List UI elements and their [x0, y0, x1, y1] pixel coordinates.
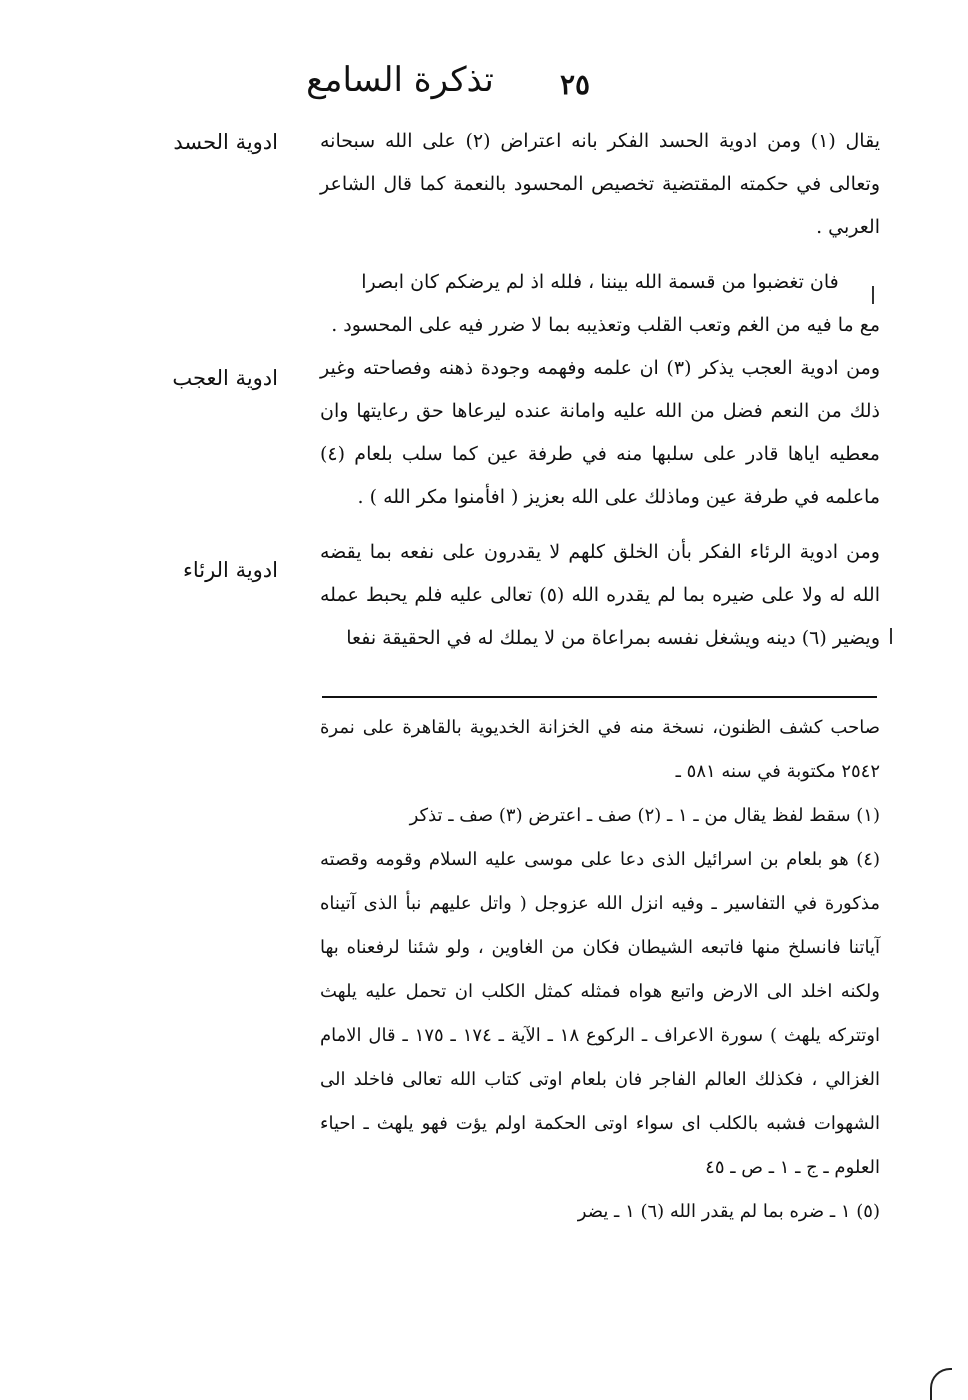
paragraph-envy-harm: مع ما فيه من الغم وتعب القلب وتعذيبه بما لا ضرر فيه على المحسود .	[331, 314, 880, 336]
corner-mark	[930, 1368, 952, 1400]
stray-mark-2	[890, 628, 892, 644]
footnote-source: صاحب كشف الظنون، نسخة منه في الخزانة الخديوية بالقاهرة على نمرة ٢٥٤٢ مكتوبة في سنه ٥٨١ ـ	[320, 717, 880, 782]
footnote-divider	[322, 696, 877, 698]
paragraph-conceit-remedy: ومن ادوية العجب يذكر (٣) ان علمه وفهمه وجودة ذهنه وفصاحته وغير ذلك من النعم فضل من الله عليه وامانة عنده ليرعاها حق رعايتها وان معطيه اياها قادر على سلبها منه في طرفة عين كما سلب بلعام (٤) ماعلمه في طرفة عين وماذلك على الله بعزيز ( افأمنوا مكر الله ) .	[320, 357, 880, 508]
margin-note-showing-off: ادوية الرئاء	[182, 558, 278, 582]
poem-verse: فان تغضبوا من قسمة الله بيننا ، فلله اذ لم يرضكم كان ابصرا	[361, 271, 839, 293]
main-text	[320, 120, 880, 660]
paragraph-envy-remedy: يقال (١) ومن ادوية الحسد الفكر بانه اعتراض (٢) على الله سبحانه وتعالى في حكمته المقتضية تخصيص المحسود بالنعمة كما قال الشاعر العربي .	[320, 130, 880, 238]
running-title: تذكرة السامع	[306, 60, 494, 100]
margin-note-envy: ادوية الحسد	[173, 130, 278, 154]
footnote-4: (٤) هو بلعام بن اسرائيل الذى دعا على موسى عليه السلام وقومه وقصته مذكورة في التفاسير ـ وفيه انزل الله عزوجل ( واتل عليهم نبأ الذى آتيناه آياتنا فانسلخ منها فاتبعه الشيطان فكان من الغاوين ، ولو شئنا لرفعناه بها ولكنه اخلد الى الارض واتبع هواه فمثله كمثل الكلب ان تحمل عليه يلهث اوتتركه يلهث ) سورة الاعراف ـ الركوع ١٨ ـ الآية ـ ١٧٤ ـ ١٧٥ ـ قال الامام الغزالي ، فكذلك العالم الفاجر فان بلعام اوتى كتاب الله تعالى فاخلد الى الشهوات فشبه بالكلب اى سواء اوتى الحكمة اولم يؤت فهو يلهث ـ احياء العلوم ـ ج ـ ١ ـ ص ـ ٤٥	[320, 849, 880, 1178]
footnote-1-3: (١) سقط لفظ يقال من ـ ١ ـ (٢) صف ـ اعترض (٣) صف ـ تذكر	[409, 805, 880, 826]
paragraph-showing-off-remedy: ومن ادوية الرئاء الفكر بأن الخلق كلهم لا يقدرون على نفعه بما يقضه الله له ولا على ضيره بما لم يقدره الله (٥) تعالى عليه فلم يحبط عمله ويضير (٦) دينه ويشغل نفسه بمراعاة من لا يملك له في الحقيقة نفعا	[320, 541, 880, 649]
margin-note-conceit: ادوية العجب	[172, 366, 278, 390]
page-number: ٢٥	[559, 68, 591, 101]
footnote-5-6: (٥) ١ ـ ضره بما لم يقدر الله (٦) ١ ـ يضر	[577, 1201, 880, 1222]
footnotes	[320, 706, 880, 1234]
stray-mark	[872, 286, 874, 304]
